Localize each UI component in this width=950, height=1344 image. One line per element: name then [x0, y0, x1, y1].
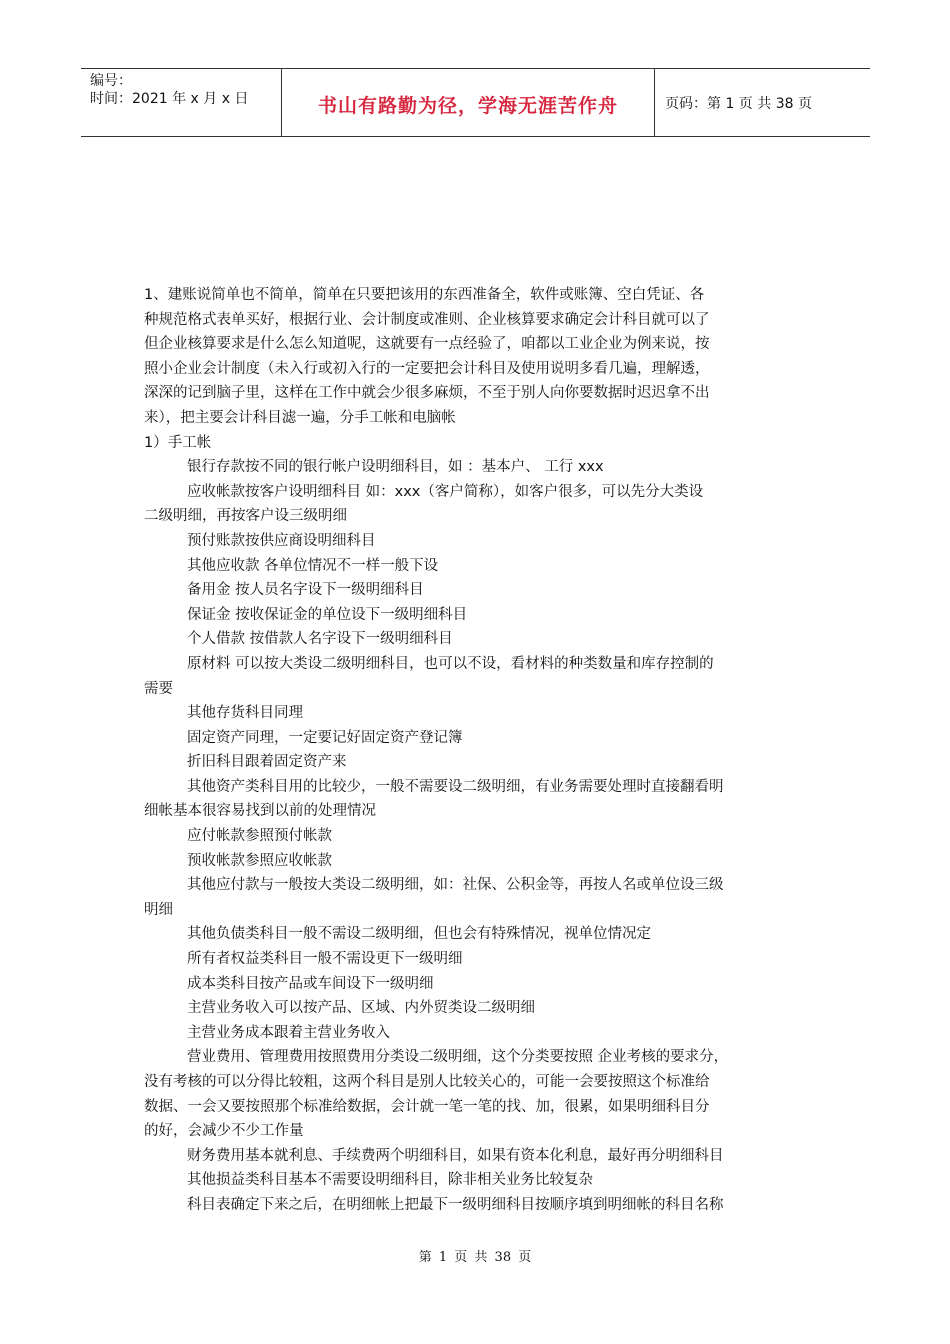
paragraph-line: 1）手工帐: [144, 434, 212, 451]
paragraph-line: 科目表确定下来之后，在明细帐上把最下一级明细科目按顺序填到明细帐的科目名称: [187, 1196, 724, 1213]
document-number-label: 编号：: [90, 73, 132, 89]
paragraph-line: 的好，会减少不少工作量: [144, 1123, 304, 1140]
paragraph-line: 应收帐款按客户设明细科目 如：xxx（客户简称），如客户很多，可以先分大类设: [187, 483, 704, 500]
paragraph-line: 原材料 可以按大类设二级明细科目，也可以不设，看材料的种类数量和库存控制的: [187, 655, 714, 672]
paragraph-line: 应付帐款参照预付帐款: [187, 828, 332, 845]
paragraph-line: 个人借款 按借款人名字设下一级明细科目: [187, 631, 453, 648]
paragraph-line: 明细: [144, 901, 173, 918]
paragraph-line: 其他存货科目同理: [187, 705, 303, 722]
paragraph-line: 预付账款按供应商设明细科目: [187, 532, 376, 549]
paragraph-line: 深深的记到脑子里，这样在工作中就会少很多麻烦，不至于别人向你要数据时迟迟拿不出: [144, 385, 710, 402]
paragraph-line: 主营业务收入可以按产品、区域、内外贸类设二级明细: [187, 1000, 535, 1017]
paragraph-line: 营业费用、管理费用按照费用分类设二级明细，这个分类要按照 企业考核的要求分，: [187, 1049, 729, 1066]
paragraph-line: 种规范格式表单买好，根据行业、会计制度或准则、企业核算要求确定会计科目就可以了: [144, 311, 710, 328]
paragraph-line: 需要: [144, 680, 173, 697]
paragraph-line: 二级明细，再按客户设三级明细: [144, 508, 347, 525]
paragraph-line: 1、建账说简单也不简单，简单在只要把该用的东西准备全，软件或账簿、空白凭证、各: [144, 287, 705, 303]
paragraph-line: 来），把主要会计科目滤一遍，分手工帐和电脑帐: [144, 409, 456, 426]
paragraph-line: 细帐基本很容易找到以前的处理情况: [144, 803, 376, 820]
page-header: [81, 68, 870, 137]
paragraph-line: 数据、一会又要按照那个标准给数据，会计就一笔一笔的找、加，很累，如果明细科目分: [144, 1098, 710, 1115]
document-body: [144, 283, 816, 1218]
paragraph-line: 成本类科目按产品或车间设下一级明细: [187, 975, 434, 992]
paragraph-line: 照小企业会计制度（未入行或初入行的一定要把会计科目及使用说明多看几遍，理解透，: [144, 360, 710, 377]
paragraph-line: 其他负债类科目一般不需设二级明细，但也会有特殊情况，视单位情况定: [187, 926, 651, 943]
paragraph-line: 备用金 按人员名字设下一级明细科目: [187, 582, 424, 599]
paragraph-line: 预收帐款参照应收帐款: [187, 852, 332, 869]
paragraph-line: 银行存款按不同的银行帐户设明细科目，如 ：基本户、 工行 xxx: [187, 459, 604, 476]
paragraph-line: 所有者权益类科目一般不需设更下一级明细: [187, 951, 463, 968]
header-motto: 书山有路勤为径，学海无涯苦作舟: [317, 95, 618, 117]
paragraph-line: 固定资产同理，一定要记好固定资产登记簿: [187, 729, 463, 746]
paragraph-line: 财务费用基本就利息、手续费两个明细科目，如果有资本化利息，最好再分明细科目: [187, 1147, 724, 1164]
paragraph-line: 折旧科目跟着固定资产来: [187, 754, 347, 771]
header-page-info: 页码：第 1 页 共 38 页: [665, 96, 812, 112]
paragraph-line: 但企业核算要求是什么怎么知道呢，这就要有一点经验了，咱都以工业企业为例来说，按: [144, 336, 710, 353]
paragraph-line: 保证金 按收保证金的单位设下一级明细科目: [187, 606, 468, 623]
document-date: 时间：2021 年 x 月 x 日: [90, 91, 249, 107]
paragraph-line: 其他资产类科目用的比较少，一般不需要设二级明细，有业务需要处理时直接翻看明: [187, 778, 724, 795]
paragraph-line: 没有考核的可以分得比较粗，这两个科目是别人比较关心的，可能一会要按照这个标准给: [144, 1074, 710, 1090]
paragraph-line: 其他应收款 各单位情况不一样一般下设: [187, 557, 439, 574]
paragraph-line: 其他应付款与一般按大类设二级明细，如：社保、公积金等，再按人名或单位设三级: [187, 877, 724, 894]
header-divider: [654, 69, 655, 136]
page-footer: 第 1 页 共 38 页: [418, 1250, 532, 1265]
paragraph-line: 主营业务成本跟着主营业务收入: [187, 1024, 390, 1041]
header-meta: [90, 72, 248, 108]
paragraph-line: 其他损益类科目基本不需要设明细科目，除非相关业务比较复杂: [187, 1172, 593, 1189]
